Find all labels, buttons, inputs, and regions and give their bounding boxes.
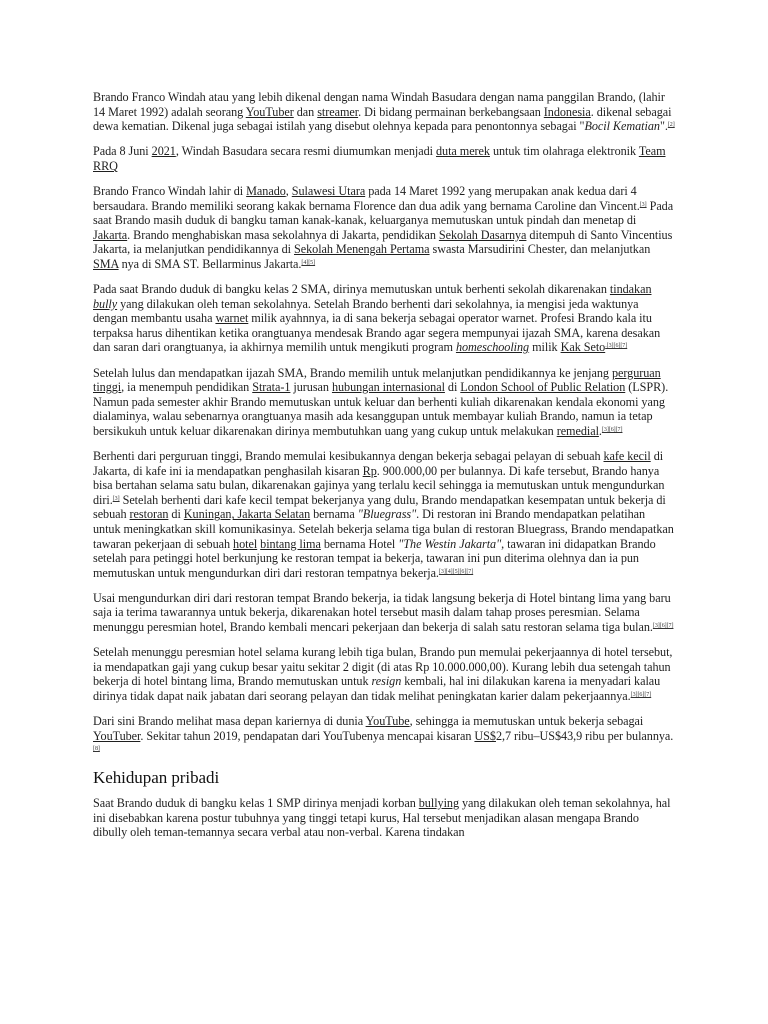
italic-text: resign xyxy=(371,674,402,689)
wiki-link[interactable]: streamer xyxy=(317,104,359,119)
wiki-link[interactable]: Sulawesi Utara xyxy=(291,183,366,198)
text-run: pada 14 Maret 1992 yang merupakan anak kedua dari 4 bersaudara. Brando memiliki seorang kakak bernama Florence dan dua adik yang bernama Caroline dan Vincent. xyxy=(93,183,640,213)
text-run: kembali, hal ini dilakukan karena ia menyadari kalau dirinya tidak dapat naik jabatan dari seorang pelayan dan tidak melihat peningkatan karier dalam pekerjaannya. xyxy=(93,674,661,703)
citation-link[interactable]: [2] xyxy=(667,122,675,129)
text-run: Brando Franco Windah atau yang lebih dikenal dengan nama Windah Basudara dengan nama panggilan Brando, (lahir 14 Maret 1992) adalah seorang xyxy=(93,90,665,119)
text-run: , ia menempuh pendidikan xyxy=(121,380,253,395)
text-run: (LSPR). Namun pada semester akhir Brando memutuskan untuk keluar dan berhenti kuliah dikarenakan kendala ekonomi yang dialaminya, walau sebenarnya orangtuanya masih ada kesanggupan untuk membayar kuliah Brando, namun ia tetap bersikukuh untuk keluar dikarenakan dirinya membutuhkan uang yang cukup untuk melakukan xyxy=(93,380,669,438)
text-run: dan xyxy=(293,104,318,119)
wiki-link[interactable]: bully xyxy=(93,296,118,311)
wiki-link[interactable]: YouTuber xyxy=(245,104,294,119)
text-run: di xyxy=(168,507,184,522)
paragraph-early-jobs xyxy=(93,449,675,580)
text-run: Dari sini Brando melihat masa depan kariernya di dunia xyxy=(93,713,366,728)
wiki-link[interactable]: hotel xyxy=(233,536,258,551)
text-run: , xyxy=(285,183,292,198)
text-run: Brando Franco Windah lahir di xyxy=(93,183,247,198)
wiki-link[interactable]: SMA xyxy=(93,256,119,271)
citation-link[interactable]: [3][6][7] xyxy=(601,426,623,433)
wiki-link[interactable]: 2021 xyxy=(151,144,176,159)
text-run: yang dilakukan oleh teman sekolahnya, hal ini disebabkan karena postur tubuhnya yang tinggi tetapi kurus, Hal tersebut menjadikan alasan mengapa Brando dibully oleh teman-temannya secara verbal atau non-verbal. Karena tindakan xyxy=(93,796,671,840)
text-run: Usai mengundurkan diri dari restoran tempat Brando bekerja, ia tidak langsung bekerja di Hotel bintang lima yang baru saja ia terima tawarannya untuk bekerja, dikarenakan hotel tersebut masih dalam tahap proses peresmian. Selama menunggu peresmian hotel, Brando kembali mencari pekerjaan dan bekerja di salah satu restoran selama tiga bulan. xyxy=(93,590,671,634)
paragraph-brand-ambassador xyxy=(93,144,675,173)
paragraph-youtube-career xyxy=(93,714,675,758)
text-run: . Di bidang permainan berkebangsaan xyxy=(358,104,544,119)
text-run: . xyxy=(598,423,602,438)
wiki-link[interactable]: kafe kecil xyxy=(603,448,651,463)
text-run: bernama xyxy=(310,507,358,522)
citation-link[interactable]: [3] xyxy=(112,495,120,502)
text-run: Pada 8 Juni xyxy=(93,144,152,159)
wiki-link[interactable]: bullying xyxy=(418,796,459,811)
wiki-link[interactable]: Sekolah Dasarnya xyxy=(438,227,527,242)
text-run: , sehingga ia memutuskan untuk bekerja sebagai xyxy=(409,713,644,728)
paragraph-hotel-work xyxy=(93,645,675,703)
text-run: swasta Marsudirini Chester, dan melanjutkan xyxy=(429,242,651,257)
text-run: Pada saat Brando masih duduk di bangku taman kanak-kanak, keluarganya memutuskan untuk pindah dan menetap di xyxy=(93,198,674,228)
text-run: milik xyxy=(529,340,561,355)
wiki-link[interactable]: tindakan xyxy=(609,282,652,297)
text-run: di xyxy=(444,380,461,395)
italic-text: "The Westin Jakarta" xyxy=(398,536,502,551)
paragraph-intro xyxy=(93,90,675,134)
wiki-link[interactable]: YouTuber xyxy=(93,728,141,743)
citation-link[interactable]: [3] xyxy=(639,201,647,208)
wiki-link[interactable]: homeschooling xyxy=(455,340,530,355)
italic-text: "Bluegrass" xyxy=(357,507,417,522)
citation-link[interactable]: [4][5] xyxy=(301,259,316,266)
text-run: untuk tim olahraga elektronik xyxy=(489,144,639,159)
text-run: nya di SMA ST. Bellarminus Jakarta. xyxy=(118,256,302,271)
wiki-link[interactable]: US$ xyxy=(474,728,496,743)
citation-link[interactable]: [8] xyxy=(93,746,100,753)
paragraph-school-dropout xyxy=(93,282,675,355)
text-run: . Di restoran ini Brando mendapatkan pelatihan untuk meningkatkan skill komunikasinya. Setelah bekerja selama tiga bulan di restoran Bluegrass, Brando mendapatkan tawaran pekerjaan di sebuah xyxy=(93,507,674,551)
text-run: ditempuh di Santo Vincentius Jakarta, ia melanjutkan pendidikannya di xyxy=(93,227,673,257)
wiki-link[interactable]: hubungan internasional xyxy=(331,380,445,395)
citation-link[interactable]: [3][6][7] xyxy=(652,623,674,629)
wiki-link[interactable]: YouTube xyxy=(365,713,410,728)
text-run: Setelah berhenti dari kafe kecil tempat bekerjanya yang dulu, Brando mendapatkan kesempatan untuk bekerja di sebuah xyxy=(93,492,666,522)
text-run: Setelah lulus dan mendapatkan ijazah SMA, Brando memilih untuk melanjutkan pendidikannya ke jenjang xyxy=(93,365,612,380)
text-run: . 900.000,00 per bulannya. Di kafe tersebut, Brando hanya bisa bertahan selama satu bulan, dikarenakan gajinya yang terlalu kecil sehingga ia memutuskan untuk mengundurkan diri. xyxy=(93,463,665,507)
text-run: milik ayahnnya, ia di sana bekerja sebagai operator warnet. Profesi Brando kala itu terpaksa harus dihentikan ketika orangtuanya mendesak Brando agar segera mempunyai ijazah SMA, karena desakan dan saran dari orangtuanya, ia akhirnya memilih untuk mengikuti program xyxy=(93,311,661,355)
paragraph-university xyxy=(93,366,675,439)
wiki-link[interactable]: Strata-1 xyxy=(252,380,291,395)
wiki-link[interactable]: Rp xyxy=(362,463,377,478)
wiki-link[interactable]: restoran xyxy=(129,507,169,522)
italic-text: Bocil Kematian xyxy=(584,119,660,134)
wiki-link[interactable]: Sekolah Menengah Pertama xyxy=(294,242,430,257)
text-run: . Brando menghabiskan masa sekolahnya di Jakarta, pendidikan xyxy=(127,227,439,242)
wiki-link[interactable]: remedial xyxy=(556,423,599,438)
paragraph-personal-life xyxy=(93,796,675,840)
wiki-link[interactable]: Jakarta xyxy=(93,227,128,242)
text-run: , Windah Basudara secara resmi diumumkan menjadi xyxy=(175,144,436,159)
wiki-link[interactable]: Kuningan, Jakarta Selatan xyxy=(183,507,311,522)
text-run: di Jakarta, di kafe ini ia mendapatkan penghasilah kisaran xyxy=(93,448,664,478)
text-run: 2,7 ribu–US$43,9 ribu per bulannya. xyxy=(495,728,674,743)
wiki-link[interactable]: duta merek xyxy=(435,144,490,159)
text-run: ". xyxy=(659,119,668,134)
wiki-link[interactable]: Indonesia xyxy=(543,104,591,119)
text-run: Setelah menunggu peresmian hotel selama kurang lebih tiga bulan, Brando pun memulai pekerjaannya di hotel tersebut, ia mendapatkan gaji yang cukup besar yaitu sekitar 2 digit (di atas Rp 10.000.000,00). Kurang lebih dua setengah tahun bekerja di hotel bintang lima, Brando memutuskan untuk xyxy=(93,645,673,689)
citation-link[interactable]: [3][4][5][6][7] xyxy=(438,568,474,575)
text-run: Saat Brando duduk di bangku kelas 1 SMP dirinya menjadi korban xyxy=(93,796,419,811)
section-heading-personal-life: Kehidupan pribadi xyxy=(93,768,220,788)
text-run: . dikenal sebagai dewa kematian. Dikenal juga sebagai istilah yang disebut olehnya kepada para penontonnya sebagai " xyxy=(93,104,672,134)
wiki-link[interactable]: bintang lima xyxy=(260,536,321,551)
wiki-link[interactable]: Team RRQ xyxy=(93,144,666,173)
text-run: yang dilakukan oleh teman sekolahnya. Setelah Brando berhenti dari sekolahnya, ia mengisi jeda waktunya dengan membantu usaha xyxy=(93,296,639,326)
wiki-link[interactable]: warnet xyxy=(215,311,249,326)
paragraph-waiting-hotel xyxy=(93,591,675,635)
article-body xyxy=(93,90,675,851)
text-run: jurusan xyxy=(290,380,332,395)
paragraph-early-life xyxy=(93,184,675,272)
wiki-link[interactable]: Manado xyxy=(246,183,286,198)
text-run: Pada saat Brando duduk di bangku kelas 2 SMA, dirinya memutuskan untuk berhenti sekolah dikarenakan xyxy=(93,282,610,297)
text-run: . Sekitar tahun 2019, pendapatan dari YouTubenya mencapai kisaran xyxy=(140,728,475,743)
wiki-link[interactable]: London School of Public Relation xyxy=(460,380,626,395)
citation-link[interactable]: .[3][6][7] xyxy=(605,343,628,350)
wiki-link[interactable]: Kak Seto xyxy=(560,340,606,355)
text-run: bernama Hotel xyxy=(320,536,399,551)
text-run: , tawaran ini didapatkan Brando setelah para petinggi hotel berkunjung ke restoran tempat ia bekerja, tawaran ini pun diterima olehnya dan ia pun memutuskan untuk mengundurkan diri dari restoran tempatnya bekerja. xyxy=(93,536,656,580)
citation-link[interactable]: [3][6][7] xyxy=(630,691,652,698)
text-run: Berhenti dari perguruan tinggi, Brando memulai kesibukannya dengan bekerja sebagai pelayan di sebuah xyxy=(93,448,604,463)
wiki-link[interactable]: perguruan tinggi xyxy=(93,365,661,395)
